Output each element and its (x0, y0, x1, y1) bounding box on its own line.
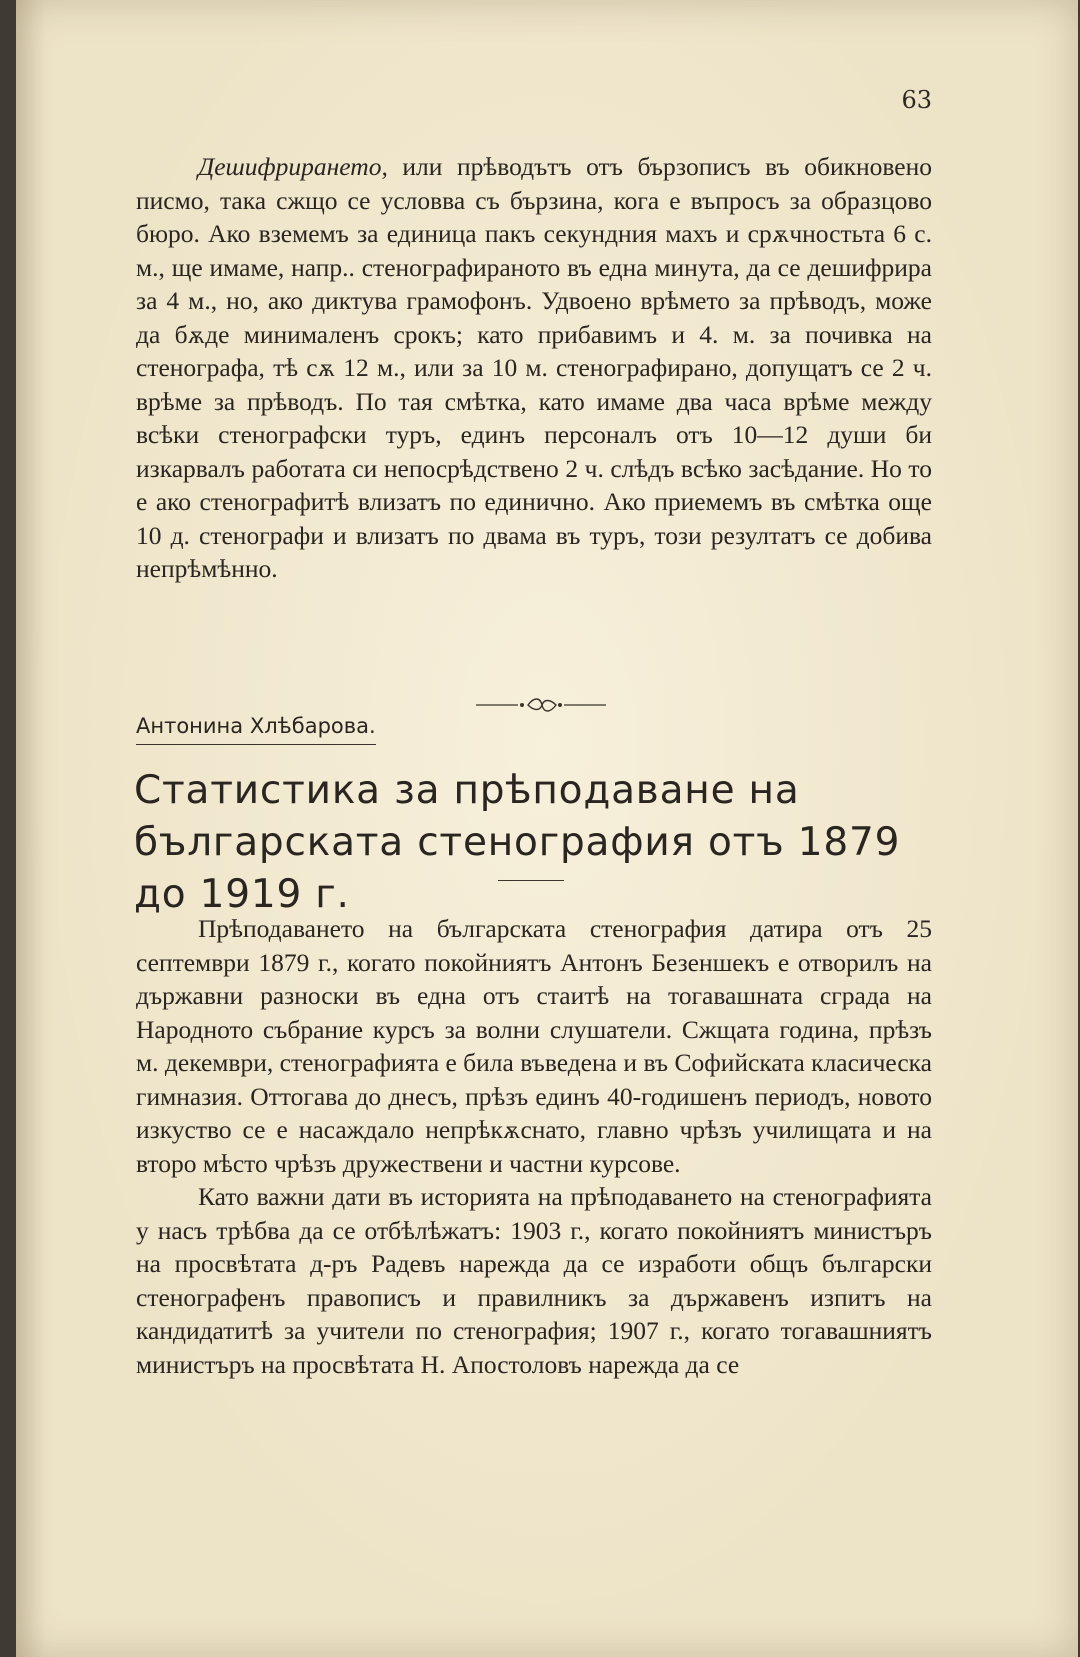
page-number: 63 (901, 86, 932, 114)
ornament-divider-icon (476, 695, 606, 715)
paragraph-lead-italic: Дешифрирането, (198, 152, 388, 181)
previous-article-ending (136, 150, 932, 586)
article-body (136, 912, 932, 1381)
paragraph-deciphering (136, 150, 932, 586)
paragraph-deciphering-text: или прѣводътъ отъ бързописъ въ обикновено писмо, така сжщо се условва съ бързина, кога е въпросъ за образцово бюро. Ако вземемъ за единица пакъ секундния махъ и срѫчностьта 6 с. м., ще имаме, напр.. стенографираното въ една минута, да се дешифрира за 4 м., но, ако диктува грамофонъ. Удвоено врѣмето за прѣводъ, може да бѫде минималенъ срокъ; като прибавимъ и 4. м. за почивка на стенографа, тѣ сѫ 12 м., или за 10 м. стенографирано, допущатъ се 2 ч. врѣме за прѣводъ. По тая смѣтка, като имаме два часа врѣме между всѣки стенографски туръ, единъ персоналъ отъ 10—12 души би изкарвалъ работата си непосрѣдствено 2 ч. слѣдъ всѣко засѣдание. Но то е ако стенографитѣ влизатъ по единично. Ако приемемъ въ смѣтка още 10 д. стенографи и влизатъ по двама въ туръ, този резултатъ се добива непрѣмѣнно. (136, 152, 932, 583)
article-paragraph-2: Като важни дати въ историята на прѣподаването на стенографията у насъ трѣбва да се отбѣлѣжатъ: 1903 г., когато покойниятъ министъръ на просвѣтата д-ръ Радевъ нарежда да се изработи общъ български стенографенъ правописъ и правилникъ за държавенъ изпитъ на кандидатитѣ за учители по стенография; 1907 г., когато тогавашниятъ министъръ на просвѣтата Н. Апостоловъ нарежда да се (136, 1182, 932, 1379)
article-title: Статистика за прѣподаване на българската стенография отъ 1879 до 1919 г. (134, 768, 901, 917)
title-underline-rule (498, 880, 564, 881)
book-page (16, 0, 1078, 1657)
author-name: Антонина Хлѣбарова. (136, 714, 376, 745)
article-paragraph-1: Прѣподаването на българската стенография датира отъ 25 септември 1879 г., когато покойниятъ Антонъ Безеншекъ е отворилъ на държавни разноски въ една отъ стаитѣ на тогавашната сграда на Народното събрание курсъ за волни слушатели. Сжщата година, прѣзъ м. декември, стенографията е била въведена и въ Софийската класическа гимназия. Оттогава до днесъ, прѣзъ единъ 40-годишенъ периодъ, новото изкуство се е насаждало непрѣкѫснато, главно чрѣзъ училищата и на второ мѣсто чрѣзъ дружествени и частни курсове. (136, 914, 932, 1178)
